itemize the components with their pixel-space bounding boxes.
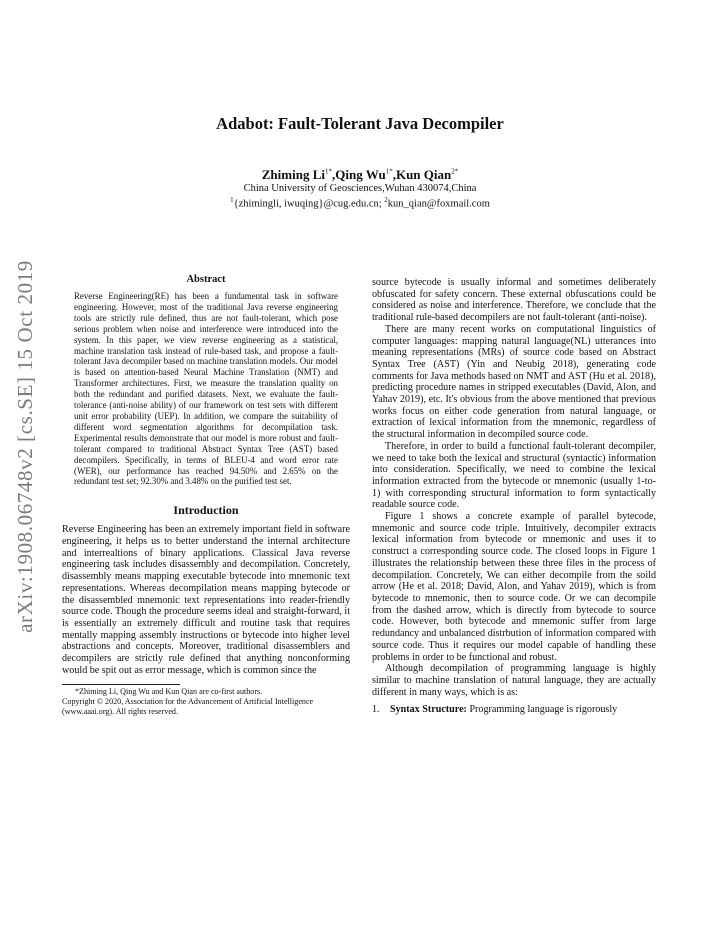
author-separator: , (331, 167, 336, 182)
author-list (0, 167, 720, 183)
body-paragraph: Therefore, in order to build a functional fault-tolerant decompiler, we need to take both the lexical and structural (syntactic) information into consideration. Specifically, we need to combine the lexical information extracted from the bytecode or mnemonic (usually 1-to-1) with corresponding structural information to form syntactically readable source code. (372, 440, 656, 511)
list-number: 1. (372, 704, 380, 716)
paper-title: Adabot: Fault-Tolerant Java Decompiler (216, 114, 504, 133)
author-superscript: 1* (385, 167, 393, 176)
footnote-text: *Zhiming Li, Qing Wu and Kun Qian are co-first authors. (75, 687, 263, 697)
author-emails (0, 196, 720, 210)
list-description: Programming language is rigorously (466, 704, 618, 716)
footnote-divider (62, 684, 180, 685)
author-name: Kun Qian (395, 167, 452, 182)
author-separator: , (392, 167, 396, 182)
abstract-text: Reverse Engineering(RE) has been a fundamental task in software engineering. However, most of the traditional Java reverse engineering tools are strictly rule defined, thus are not fault-tolerant, which pose serious problem when noise and interference were introduced into the system. In this paper, we view reverse engineering as a statistical, machine translation task instead of rule-based task, and propose a fault-tolerant Java decompiler based on machine translation models. Our model is based on attention-based Neural Machine Translation (NMT) and Transformer architectures. First, we measure the translation quality on both the redundant and purified datasets. Next, we evaluate the fault-tolerance (anti-noise ability) of our framework on test sets with different unit error probability (UEP). In addition, we compare the suitability of different word segmentation algorithms for decompilation task. Experimental results demonstrate that our model is more robust and fault-tolerant compared to traditional Abstract Syntax Tree (AST) based decompilers. Specifically, in terms of BLEU-4 and word error rate (WER), our performance has reached 94.50% and 2.65% on the redundant test set; 92.30% and 3.48% on the purified test set. (74, 291, 338, 487)
body-paragraph: Although decompilation of programming language is highly similar to machine translation of natural language, they are actually different in many ways, which is as: (372, 663, 656, 698)
body-paragraph: source bytecode is usually informal and sometimes deliberately obfuscated for safety concern. These external obfuscations could be considered as noise and interference. Therefore, we conclude that the traditional rule-based decompilers are not fault-tolerant (anti-noise). (372, 277, 656, 324)
author-superscript: 2* (451, 167, 459, 176)
left-column (62, 274, 350, 717)
author-affiliation: China University of Geosciences,Wuhan 430074,China (243, 183, 477, 194)
author-name: Zhiming Li (261, 167, 325, 182)
list-term: Syntax Structure: (390, 704, 467, 716)
right-column (372, 277, 656, 716)
body-paragraph: There are many recent works on computational linguistics of computer languages: mapping natural language(NL) utterances into meaning representations (MRs) of source code based on Abstract Syntax Tree (AST) (Yin and Neubig 2018), generating code comments for Java methods based on NMT and AST (Hu et al. 2018), predicting procedure names in stripped executables (David, Alon, and Yahav 2019), etc. It's obvious from the above mentioned that previous works focus on either code generation from natural language, or extraction of lexical information from the mnemonic, regardless of the structural information in decompiled source code. (372, 323, 656, 441)
email-address: kun_qian@foxmail.com (387, 198, 490, 210)
list-text (390, 704, 656, 716)
copyright-notice: Copyright © 2020, Association for the Advancement of Artificial Intelligence (www.aaai.org). All rights reserved. (62, 697, 314, 717)
email-group: {zhimingli, iwuqing}@cug.edu.cn; (233, 198, 385, 210)
list-item (372, 704, 656, 716)
author-superscript: 1* (324, 167, 332, 176)
email-superscript: 1 (230, 196, 234, 204)
arxiv-identifier-sidebar (10, 226, 40, 666)
introduction-heading: Introduction (173, 503, 239, 518)
introduction-paragraph: Reverse Engineering has been an extremely important field in software engineering, it helps us to better understand the internal architecture and interrealtions of binary applications. Classical Java reverse engineering task includes disassembly and decompilation. Concretely, disassembly means mapping executable bytecode into mnemonic text representations. Whereas decompilation means mapping bytecode or the disassembled mnemonic text representations into reader-friendly source code. Though the procedure seems ideal and straight-forward, it is essentially an extremely difficult and routine task that requires mentally mapping assembly instructions or bytecode into higher level abstractions and concepts. Moreover, traditional disassemblers and decompilers are strictly rule defined that anything nonconforming would be spit out as error message, which is common since the (62, 524, 350, 676)
abstract-heading: Abstract (186, 274, 226, 285)
arxiv-identifier-text: arXiv:1908.06748v2 [cs.SE] 15 Oct 2019 (12, 259, 37, 633)
body-paragraph: Figure 1 shows a concrete example of parallel bytecode, mnemonic and source code triple. Intuitively, decompiler extracts lexical information from bytecode or mnemonic and uses it to construct a corresponding source code. The closed loops in Figure 1 illustrates the relationship between these three files in the process of decompilation. Concretely, We can either decompile from the soild arrow (He et al. 2018; David, Alon, and Yahav 2019), which is from bytecode to mnemonic, then to source code. Or we can decompile from the dashed arrow, which is directly from bytecode to source code. However, both bytecode and mnemonic suffer from large redundancy and unbalanced distrbution of information compared with source code. Thus it requires our model capable of handling these problems in order to be functional and robust. (372, 511, 656, 663)
author-name: Qing Wu (335, 167, 386, 182)
email-superscript: 2 (384, 196, 388, 204)
